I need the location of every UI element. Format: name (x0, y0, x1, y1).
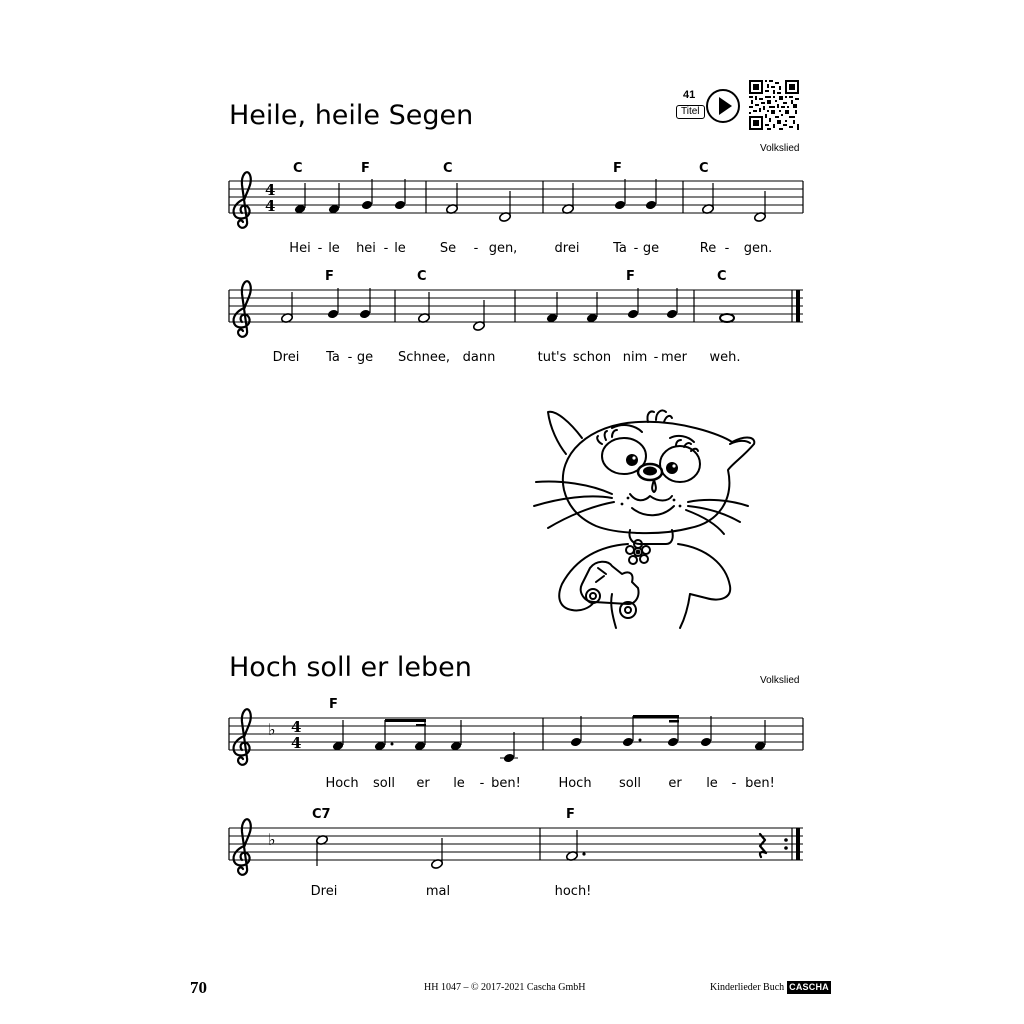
chord-symbol: C (699, 161, 709, 176)
page-number: 70 (190, 978, 207, 997)
lyric-syllable: er (416, 776, 430, 791)
lyric-syllable: Hei (289, 241, 311, 256)
note (431, 838, 444, 869)
chord-symbol: F (626, 269, 635, 284)
lyric-hyphen: - (317, 241, 323, 256)
cat-illustration (520, 398, 760, 630)
time-signature: 4 (291, 734, 302, 752)
note (500, 732, 518, 763)
note (328, 183, 340, 214)
lyric-hyphen: - (724, 241, 730, 256)
note (332, 720, 344, 751)
lyric-syllable: gen. (743, 241, 773, 256)
lyric-hyphen: - (653, 350, 659, 365)
chord-symbol: C (293, 161, 303, 176)
chord-symbol: F (613, 161, 622, 176)
lyric-syllable: Hoch (325, 776, 359, 791)
note (566, 830, 586, 861)
note (700, 716, 712, 747)
lyric-hyphen: - (473, 241, 479, 256)
lyric-syllable: Ta (613, 241, 627, 256)
lyric-hyphen: - (633, 241, 639, 256)
lyric-syllable: Drei (272, 350, 300, 365)
lyric-syllable: nim (622, 350, 648, 365)
lyric-syllable: Se (439, 241, 457, 256)
track-number: 41 (683, 89, 696, 101)
lyric-syllable: le (453, 776, 465, 791)
lyric-syllable: drei (554, 241, 580, 256)
lyric-syllable: ben! (745, 776, 775, 791)
publisher-logo: CASCHA (787, 981, 831, 994)
lyric-syllable: hoch! (554, 884, 592, 899)
lyric-syllable: mer (660, 350, 688, 365)
copyright-notice: HH 1047 – © 2017-2021 Cascha GmbH (424, 982, 586, 993)
track-label: Titel (676, 105, 705, 119)
lyric-syllable: Hoch (558, 776, 592, 791)
time-signature: 4 (265, 197, 276, 215)
lyric-syllable: soll (619, 776, 641, 791)
flat-icon: ♭ (268, 830, 276, 849)
staff (229, 290, 803, 322)
quarter-rest-icon (760, 834, 766, 857)
note (418, 292, 431, 323)
note (614, 179, 626, 210)
note (562, 183, 575, 214)
lyric-syllable: er (668, 776, 682, 791)
flat-icon: ♭ (268, 720, 276, 739)
note (361, 179, 373, 210)
note (374, 720, 394, 751)
lyric-syllable: ge (356, 350, 374, 365)
staff (229, 181, 803, 213)
lyric-syllable: le (706, 776, 718, 791)
song-origin: Volkslied (760, 143, 800, 154)
lyric-syllable: Re (699, 241, 717, 256)
lyric-hyphen: - (731, 776, 737, 791)
lyric-syllable: ge (642, 241, 660, 256)
lyric-syllable: Schnee, (397, 350, 451, 365)
chord-symbol: C (417, 269, 427, 284)
final-barline (796, 290, 800, 322)
staff (229, 828, 803, 860)
note (586, 292, 598, 323)
note (327, 288, 339, 319)
notes (294, 179, 767, 222)
lyric-syllable: schon (572, 350, 612, 365)
lyric-syllable: le (328, 241, 340, 256)
note (450, 720, 462, 751)
note (359, 288, 371, 319)
chord-symbol: F (329, 697, 338, 712)
lyric-syllable: gen, (488, 241, 518, 256)
book-title: Kinderlieder Buch (710, 982, 785, 993)
note (281, 292, 294, 323)
lyric-syllable: weh. (709, 350, 741, 365)
lyric-hyphen: - (383, 241, 389, 256)
note (645, 179, 657, 210)
lyric-syllable: le (394, 241, 406, 256)
note (316, 835, 329, 866)
lyric-hyphen: - (347, 350, 353, 365)
time-signature: 4 (291, 718, 302, 736)
song-title: Hoch soll er leben (229, 652, 472, 683)
note (294, 183, 306, 214)
chord-symbol: C (717, 269, 727, 284)
note (473, 300, 486, 331)
time-signature: 4 (265, 181, 276, 199)
lyric-syllable: soll (373, 776, 395, 791)
final-barline (796, 828, 800, 860)
note (446, 183, 459, 214)
note (570, 716, 582, 747)
lyric-syllable: ben! (491, 776, 521, 791)
note (754, 191, 767, 222)
note (499, 191, 512, 222)
lyric-syllable: Ta (326, 350, 340, 365)
note (666, 288, 678, 319)
note (394, 179, 406, 210)
note (546, 292, 558, 323)
notes (281, 288, 734, 331)
lyric-hyphen: - (479, 776, 485, 791)
lyric-syllable: hei (356, 241, 376, 256)
chord-symbol: F (325, 269, 334, 284)
lyric-syllable: mal (425, 884, 451, 899)
note (754, 720, 766, 751)
lyric-syllable: Drei (310, 884, 338, 899)
note (622, 716, 642, 747)
chord-symbol: F (361, 161, 370, 176)
note (720, 314, 734, 322)
lyric-syllable: tut's (537, 350, 567, 365)
song-origin: Volkslied (760, 675, 800, 686)
note (702, 183, 715, 214)
chord-symbol: C (443, 161, 453, 176)
lyric-syllable: dann (462, 350, 496, 365)
chord-symbol: C7 (312, 807, 331, 822)
note (627, 288, 639, 319)
chord-symbol: F (566, 807, 575, 822)
notes (332, 715, 766, 763)
song-title: Heile, heile Segen (229, 100, 474, 131)
staff (229, 718, 803, 750)
